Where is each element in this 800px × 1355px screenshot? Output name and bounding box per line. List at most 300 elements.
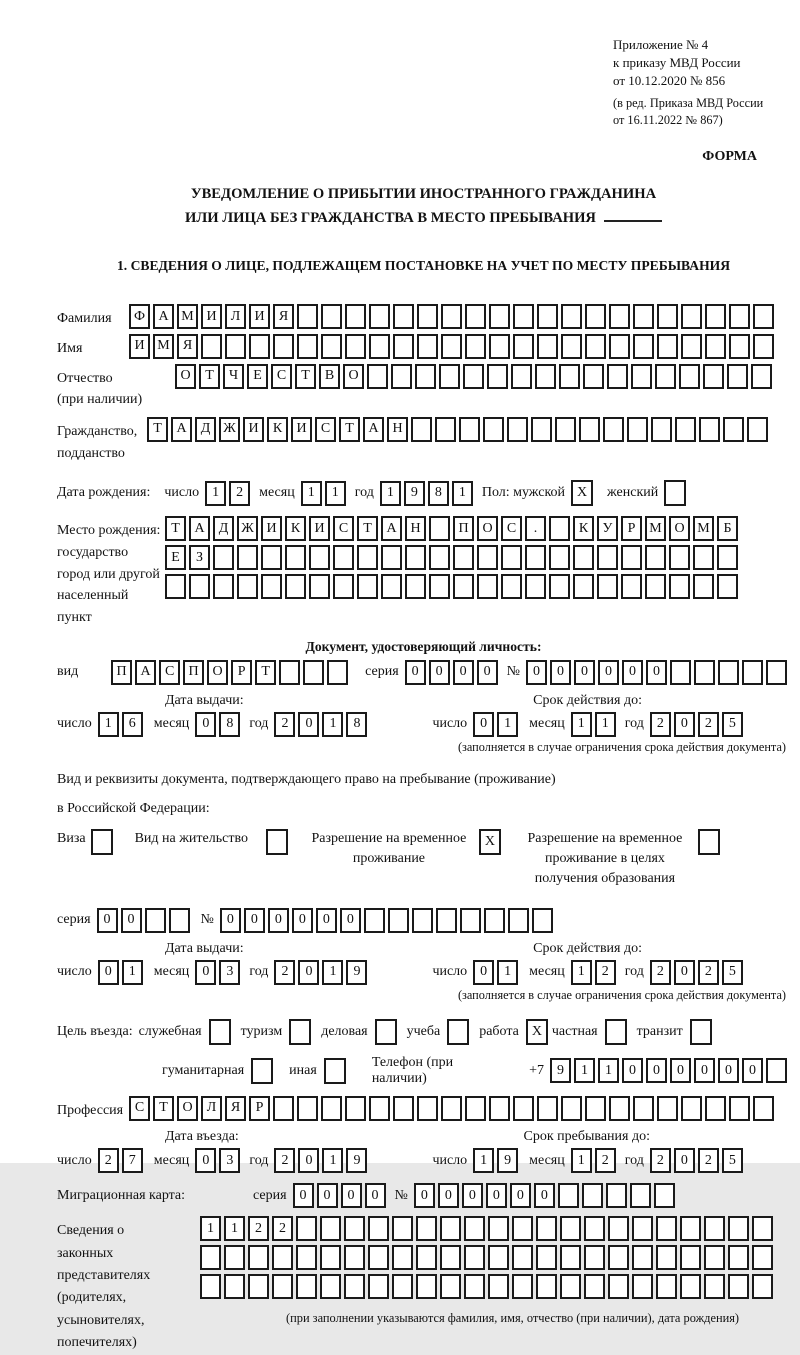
form-cell[interactable] xyxy=(309,545,330,570)
form-cell[interactable] xyxy=(693,545,714,570)
form-cell[interactable] xyxy=(555,417,576,442)
form-cell[interactable]: 1 xyxy=(325,481,346,506)
form-cell[interactable] xyxy=(549,574,570,599)
form-cell[interactable] xyxy=(603,417,624,442)
form-cell[interactable]: 1 xyxy=(574,1058,595,1083)
form-cell[interactable]: 8 xyxy=(346,712,367,737)
form-cell[interactable] xyxy=(513,304,534,329)
form-cell[interactable]: А xyxy=(363,417,384,442)
form-cell[interactable]: 2 xyxy=(248,1216,269,1241)
form-cell[interactable] xyxy=(285,545,306,570)
form-cell[interactable] xyxy=(537,334,558,359)
form-cell[interactable]: 0 xyxy=(195,960,216,985)
form-cell[interactable] xyxy=(633,1096,654,1121)
form-cell[interactable] xyxy=(608,1245,629,1270)
form-cell[interactable]: К xyxy=(267,417,288,442)
form-cell[interactable] xyxy=(405,545,426,570)
form-cell[interactable]: Н xyxy=(387,417,408,442)
form-cell[interactable] xyxy=(549,516,570,541)
form-cell[interactable] xyxy=(501,545,522,570)
form-cell[interactable] xyxy=(536,1245,557,1270)
form-cell[interactable] xyxy=(465,1096,486,1121)
form-cell[interactable] xyxy=(453,545,474,570)
form-cell[interactable] xyxy=(752,1216,773,1241)
form-cell[interactable] xyxy=(549,545,570,570)
form-cell[interactable]: 0 xyxy=(550,660,571,685)
form-cell[interactable]: 6 xyxy=(122,712,143,737)
form-cell[interactable]: З xyxy=(189,545,210,570)
form-cell[interactable] xyxy=(309,574,330,599)
entry-day-cells[interactable] xyxy=(98,1148,146,1173)
form-cell[interactable] xyxy=(651,417,672,442)
form-cell[interactable]: 0 xyxy=(341,1183,362,1208)
form-cell[interactable]: 3 xyxy=(219,1148,240,1173)
form-cell[interactable] xyxy=(436,908,457,933)
form-cell[interactable] xyxy=(441,334,462,359)
form-cell[interactable] xyxy=(525,545,546,570)
form-cell[interactable] xyxy=(537,1096,558,1121)
form-cell[interactable]: А xyxy=(189,516,210,541)
form-cell[interactable] xyxy=(465,334,486,359)
form-cell[interactable] xyxy=(213,574,234,599)
form-cell[interactable] xyxy=(367,364,388,389)
form-cell[interactable] xyxy=(680,1274,701,1299)
form-cell[interactable]: Е xyxy=(165,545,186,570)
form-cell[interactable]: О xyxy=(669,516,690,541)
form-cell[interactable] xyxy=(766,1058,787,1083)
form-cell[interactable] xyxy=(333,574,354,599)
form-cell[interactable] xyxy=(344,1216,365,1241)
doc-series-cells[interactable] xyxy=(405,660,501,685)
form-cell[interactable] xyxy=(303,660,324,685)
form-cell[interactable]: 1 xyxy=(571,1148,592,1173)
form-cell[interactable] xyxy=(296,1216,317,1241)
representatives-row3-cells[interactable] xyxy=(200,1274,776,1299)
form-cell[interactable]: Р xyxy=(249,1096,270,1121)
form-cell[interactable] xyxy=(728,1245,749,1270)
form-cell[interactable] xyxy=(727,364,748,389)
form-cell[interactable]: Т xyxy=(295,364,316,389)
form-cell[interactable]: С xyxy=(271,364,292,389)
form-cell[interactable] xyxy=(656,1216,677,1241)
form-cell[interactable] xyxy=(487,364,508,389)
form-cell[interactable] xyxy=(753,334,774,359)
form-cell[interactable]: 2 xyxy=(98,1148,119,1173)
form-cell[interactable] xyxy=(364,908,385,933)
form-cell[interactable]: К xyxy=(285,516,306,541)
form-cell[interactable]: М xyxy=(177,304,198,329)
form-cell[interactable] xyxy=(248,1274,269,1299)
form-cell[interactable] xyxy=(579,417,600,442)
form-cell[interactable] xyxy=(766,660,787,685)
form-cell[interactable] xyxy=(368,1216,389,1241)
residence-permit-checkbox[interactable] xyxy=(266,829,288,855)
stay-year-cells[interactable] xyxy=(650,1148,746,1173)
doc-number-cells[interactable] xyxy=(526,660,790,685)
form-cell[interactable]: 0 xyxy=(622,1058,643,1083)
form-cell[interactable]: . xyxy=(525,516,546,541)
form-cell[interactable]: А xyxy=(171,417,192,442)
form-cell[interactable] xyxy=(417,304,438,329)
form-cell[interactable]: 9 xyxy=(550,1058,571,1083)
form-cell[interactable] xyxy=(412,908,433,933)
form-cell[interactable]: М xyxy=(153,334,174,359)
form-cell[interactable] xyxy=(357,574,378,599)
residence-expiry-day-cells[interactable] xyxy=(473,960,521,985)
form-cell[interactable] xyxy=(417,334,438,359)
form-cell[interactable] xyxy=(441,304,462,329)
form-cell[interactable]: Ж xyxy=(219,417,240,442)
form-cell[interactable] xyxy=(597,545,618,570)
form-cell[interactable]: 0 xyxy=(414,1183,435,1208)
form-cell[interactable] xyxy=(513,334,534,359)
patronymic-cells[interactable] xyxy=(175,364,775,389)
form-cell[interactable]: 9 xyxy=(346,960,367,985)
form-cell[interactable] xyxy=(584,1274,605,1299)
form-cell[interactable]: О xyxy=(175,364,196,389)
form-cell[interactable]: Т xyxy=(165,516,186,541)
form-cell[interactable] xyxy=(511,364,532,389)
form-cell[interactable] xyxy=(680,1245,701,1270)
form-cell[interactable]: И xyxy=(201,304,222,329)
form-cell[interactable]: 0 xyxy=(622,660,643,685)
sex-male-checkbox[interactable]: X xyxy=(571,480,593,506)
form-cell[interactable] xyxy=(512,1245,533,1270)
form-cell[interactable]: А xyxy=(135,660,156,685)
form-cell[interactable] xyxy=(729,304,750,329)
form-cell[interactable] xyxy=(717,574,738,599)
form-cell[interactable]: 9 xyxy=(346,1148,367,1173)
given-name-cells[interactable] xyxy=(129,334,777,359)
form-cell[interactable] xyxy=(584,1245,605,1270)
doc-issue-month-cells[interactable] xyxy=(195,712,243,737)
form-cell[interactable]: Р xyxy=(621,516,642,541)
form-cell[interactable]: 1 xyxy=(301,481,322,506)
form-cell[interactable] xyxy=(393,304,414,329)
doc-type-cells[interactable] xyxy=(111,660,351,685)
form-cell[interactable]: Б xyxy=(717,516,738,541)
form-cell[interactable] xyxy=(537,304,558,329)
form-cell[interactable]: 2 xyxy=(650,1148,671,1173)
form-cell[interactable]: 1 xyxy=(452,481,473,506)
form-cell[interactable] xyxy=(368,1274,389,1299)
form-cell[interactable] xyxy=(507,417,528,442)
form-cell[interactable] xyxy=(201,334,222,359)
form-cell[interactable] xyxy=(465,304,486,329)
form-cell[interactable]: 0 xyxy=(298,960,319,985)
form-cell[interactable]: 0 xyxy=(316,908,337,933)
birth-month-cells[interactable] xyxy=(301,481,349,506)
form-cell[interactable] xyxy=(489,304,510,329)
purpose-official-checkbox[interactable] xyxy=(209,1019,231,1045)
form-cell[interactable] xyxy=(525,574,546,599)
form-cell[interactable] xyxy=(656,1245,677,1270)
form-cell[interactable] xyxy=(631,364,652,389)
form-cell[interactable] xyxy=(417,1096,438,1121)
form-cell[interactable] xyxy=(747,417,768,442)
form-cell[interactable] xyxy=(273,334,294,359)
form-cell[interactable]: Р xyxy=(231,660,252,685)
form-cell[interactable] xyxy=(560,1216,581,1241)
form-cell[interactable]: 0 xyxy=(195,1148,216,1173)
form-cell[interactable]: С xyxy=(159,660,180,685)
doc-issue-day-cells[interactable] xyxy=(98,712,146,737)
residence-expiry-year-cells[interactable] xyxy=(650,960,746,985)
form-cell[interactable] xyxy=(681,334,702,359)
form-cell[interactable] xyxy=(296,1245,317,1270)
form-cell[interactable] xyxy=(657,334,678,359)
form-cell[interactable]: 5 xyxy=(722,712,743,737)
form-cell[interactable]: 0 xyxy=(674,1148,695,1173)
form-cell[interactable] xyxy=(369,1096,390,1121)
form-cell[interactable]: 0 xyxy=(477,660,498,685)
form-cell[interactable] xyxy=(261,545,282,570)
form-cell[interactable]: 0 xyxy=(195,712,216,737)
form-cell[interactable]: 2 xyxy=(274,1148,295,1173)
form-cell[interactable] xyxy=(742,660,763,685)
form-cell[interactable] xyxy=(297,334,318,359)
form-cell[interactable] xyxy=(285,574,306,599)
form-cell[interactable]: С xyxy=(333,516,354,541)
doc-expiry-month-cells[interactable] xyxy=(571,712,619,737)
form-cell[interactable] xyxy=(435,417,456,442)
form-cell[interactable] xyxy=(608,1216,629,1241)
residence-expiry-month-cells[interactable] xyxy=(571,960,619,985)
form-cell[interactable] xyxy=(327,660,348,685)
form-cell[interactable] xyxy=(225,334,246,359)
form-cell[interactable]: 0 xyxy=(405,660,426,685)
form-cell[interactable]: 0 xyxy=(429,660,450,685)
form-cell[interactable]: Д xyxy=(195,417,216,442)
form-cell[interactable] xyxy=(272,1245,293,1270)
doc-expiry-year-cells[interactable] xyxy=(650,712,746,737)
form-cell[interactable]: 1 xyxy=(598,1058,619,1083)
form-cell[interactable] xyxy=(415,364,436,389)
form-cell[interactable] xyxy=(633,304,654,329)
form-cell[interactable] xyxy=(584,1216,605,1241)
surname-cells[interactable] xyxy=(129,304,777,329)
form-cell[interactable] xyxy=(333,545,354,570)
form-cell[interactable] xyxy=(585,304,606,329)
form-cell[interactable] xyxy=(344,1274,365,1299)
form-cell[interactable] xyxy=(723,417,744,442)
doc-expiry-day-cells[interactable] xyxy=(473,712,521,737)
phone-cells[interactable] xyxy=(550,1058,790,1083)
form-cell[interactable] xyxy=(752,1274,773,1299)
form-cell[interactable] xyxy=(224,1274,245,1299)
form-cell[interactable]: К xyxy=(573,516,594,541)
form-cell[interactable]: А xyxy=(381,516,402,541)
form-cell[interactable]: 0 xyxy=(365,1183,386,1208)
form-cell[interactable]: О xyxy=(343,364,364,389)
purpose-study-checkbox[interactable] xyxy=(447,1019,469,1045)
form-cell[interactable] xyxy=(392,1216,413,1241)
form-cell[interactable] xyxy=(169,908,190,933)
form-cell[interactable] xyxy=(704,1274,725,1299)
form-cell[interactable] xyxy=(670,660,691,685)
form-cell[interactable]: 0 xyxy=(674,712,695,737)
form-cell[interactable]: 1 xyxy=(322,1148,343,1173)
form-cell[interactable] xyxy=(536,1274,557,1299)
form-cell[interactable] xyxy=(464,1245,485,1270)
form-cell[interactable]: 0 xyxy=(298,1148,319,1173)
form-cell[interactable]: 0 xyxy=(473,960,494,985)
form-cell[interactable] xyxy=(693,574,714,599)
form-cell[interactable]: В xyxy=(319,364,340,389)
form-cell[interactable]: Я xyxy=(225,1096,246,1121)
form-cell[interactable]: 1 xyxy=(205,481,226,506)
sex-female-checkbox[interactable] xyxy=(664,480,686,506)
form-cell[interactable] xyxy=(645,545,666,570)
form-cell[interactable]: 5 xyxy=(722,960,743,985)
form-cell[interactable] xyxy=(681,1096,702,1121)
form-cell[interactable] xyxy=(439,364,460,389)
form-cell[interactable] xyxy=(388,908,409,933)
form-cell[interactable]: 0 xyxy=(453,660,474,685)
form-cell[interactable]: 2 xyxy=(274,712,295,737)
form-cell[interactable] xyxy=(483,417,504,442)
form-cell[interactable]: 1 xyxy=(497,712,518,737)
form-cell[interactable] xyxy=(344,1245,365,1270)
form-cell[interactable]: 2 xyxy=(698,712,719,737)
residence-issue-day-cells[interactable] xyxy=(98,960,146,985)
form-cell[interactable] xyxy=(381,545,402,570)
form-cell[interactable]: 2 xyxy=(650,960,671,985)
form-cell[interactable] xyxy=(621,574,642,599)
form-cell[interactable] xyxy=(703,364,724,389)
form-cell[interactable]: 0 xyxy=(526,660,547,685)
form-cell[interactable]: 1 xyxy=(122,960,143,985)
form-cell[interactable]: 2 xyxy=(229,481,250,506)
form-cell[interactable] xyxy=(460,908,481,933)
form-cell[interactable]: 3 xyxy=(219,960,240,985)
form-cell[interactable] xyxy=(369,304,390,329)
form-cell[interactable]: 0 xyxy=(742,1058,763,1083)
visa-checkbox[interactable] xyxy=(91,829,113,855)
form-cell[interactable]: И xyxy=(309,516,330,541)
form-cell[interactable] xyxy=(632,1274,653,1299)
form-cell[interactable] xyxy=(752,1245,773,1270)
form-cell[interactable] xyxy=(321,304,342,329)
form-cell[interactable] xyxy=(681,304,702,329)
entry-month-cells[interactable] xyxy=(195,1148,243,1173)
form-cell[interactable] xyxy=(532,908,553,933)
form-cell[interactable]: 1 xyxy=(98,712,119,737)
form-cell[interactable]: 2 xyxy=(272,1216,293,1241)
form-cell[interactable]: 0 xyxy=(317,1183,338,1208)
form-cell[interactable] xyxy=(512,1274,533,1299)
form-cell[interactable]: 8 xyxy=(219,712,240,737)
form-cell[interactable]: Т xyxy=(153,1096,174,1121)
form-cell[interactable]: 0 xyxy=(244,908,265,933)
form-cell[interactable] xyxy=(609,1096,630,1121)
form-cell[interactable]: 0 xyxy=(574,660,595,685)
form-cell[interactable]: О xyxy=(177,1096,198,1121)
form-cell[interactable] xyxy=(297,304,318,329)
form-cell[interactable]: 1 xyxy=(322,712,343,737)
form-cell[interactable] xyxy=(248,1245,269,1270)
form-cell[interactable] xyxy=(560,1245,581,1270)
form-cell[interactable] xyxy=(513,1096,534,1121)
form-cell[interactable] xyxy=(165,574,186,599)
form-cell[interactable]: Т xyxy=(199,364,220,389)
form-cell[interactable]: Т xyxy=(255,660,276,685)
form-cell[interactable]: 1 xyxy=(473,1148,494,1173)
form-cell[interactable] xyxy=(694,660,715,685)
form-cell[interactable]: Т xyxy=(147,417,168,442)
form-cell[interactable] xyxy=(345,304,366,329)
form-cell[interactable]: 1 xyxy=(571,960,592,985)
form-cell[interactable]: 0 xyxy=(340,908,361,933)
form-cell[interactable] xyxy=(535,364,556,389)
form-cell[interactable]: О xyxy=(477,516,498,541)
form-cell[interactable]: 0 xyxy=(97,908,118,933)
form-cell[interactable] xyxy=(464,1274,485,1299)
residence-number-cells[interactable] xyxy=(220,908,556,933)
form-cell[interactable]: 0 xyxy=(220,908,241,933)
form-cell[interactable] xyxy=(585,334,606,359)
form-cell[interactable] xyxy=(145,908,166,933)
form-cell[interactable]: 1 xyxy=(322,960,343,985)
form-cell[interactable] xyxy=(477,545,498,570)
birth-place-row2-cells[interactable] xyxy=(165,545,741,570)
form-cell[interactable] xyxy=(464,1216,485,1241)
form-cell[interactable] xyxy=(573,574,594,599)
form-cell[interactable] xyxy=(699,417,720,442)
form-cell[interactable]: 1 xyxy=(571,712,592,737)
form-cell[interactable] xyxy=(249,334,270,359)
form-cell[interactable] xyxy=(583,364,604,389)
form-cell[interactable] xyxy=(621,545,642,570)
birth-place-row3-cells[interactable] xyxy=(165,574,741,599)
form-cell[interactable] xyxy=(630,1183,651,1208)
form-cell[interactable] xyxy=(429,545,450,570)
form-cell[interactable] xyxy=(582,1183,603,1208)
form-cell[interactable]: 5 xyxy=(722,1148,743,1173)
form-cell[interactable] xyxy=(645,574,666,599)
form-cell[interactable] xyxy=(488,1216,509,1241)
migration-series-cells[interactable] xyxy=(293,1183,389,1208)
form-cell[interactable]: 1 xyxy=(200,1216,221,1241)
form-cell[interactable]: С xyxy=(129,1096,150,1121)
stay-day-cells[interactable] xyxy=(473,1148,521,1173)
form-cell[interactable] xyxy=(392,1274,413,1299)
form-cell[interactable]: 0 xyxy=(646,660,667,685)
form-cell[interactable]: И xyxy=(129,334,150,359)
form-cell[interactable] xyxy=(679,364,700,389)
form-cell[interactable] xyxy=(561,334,582,359)
form-cell[interactable]: 0 xyxy=(121,908,142,933)
form-cell[interactable] xyxy=(459,417,480,442)
form-cell[interactable] xyxy=(705,1096,726,1121)
form-cell[interactable] xyxy=(717,545,738,570)
profession-cells[interactable] xyxy=(129,1096,777,1121)
form-cell[interactable]: 8 xyxy=(428,481,449,506)
form-cell[interactable]: И xyxy=(243,417,264,442)
form-cell[interactable] xyxy=(320,1245,341,1270)
form-cell[interactable] xyxy=(654,1183,675,1208)
form-cell[interactable]: Л xyxy=(225,304,246,329)
form-cell[interactable] xyxy=(416,1216,437,1241)
doc-issue-year-cells[interactable] xyxy=(274,712,370,737)
form-cell[interactable] xyxy=(321,1096,342,1121)
form-cell[interactable] xyxy=(573,545,594,570)
form-cell[interactable]: А xyxy=(153,304,174,329)
form-cell[interactable]: 0 xyxy=(510,1183,531,1208)
form-cell[interactable] xyxy=(512,1216,533,1241)
form-cell[interactable] xyxy=(320,1274,341,1299)
form-cell[interactable]: 0 xyxy=(292,908,313,933)
